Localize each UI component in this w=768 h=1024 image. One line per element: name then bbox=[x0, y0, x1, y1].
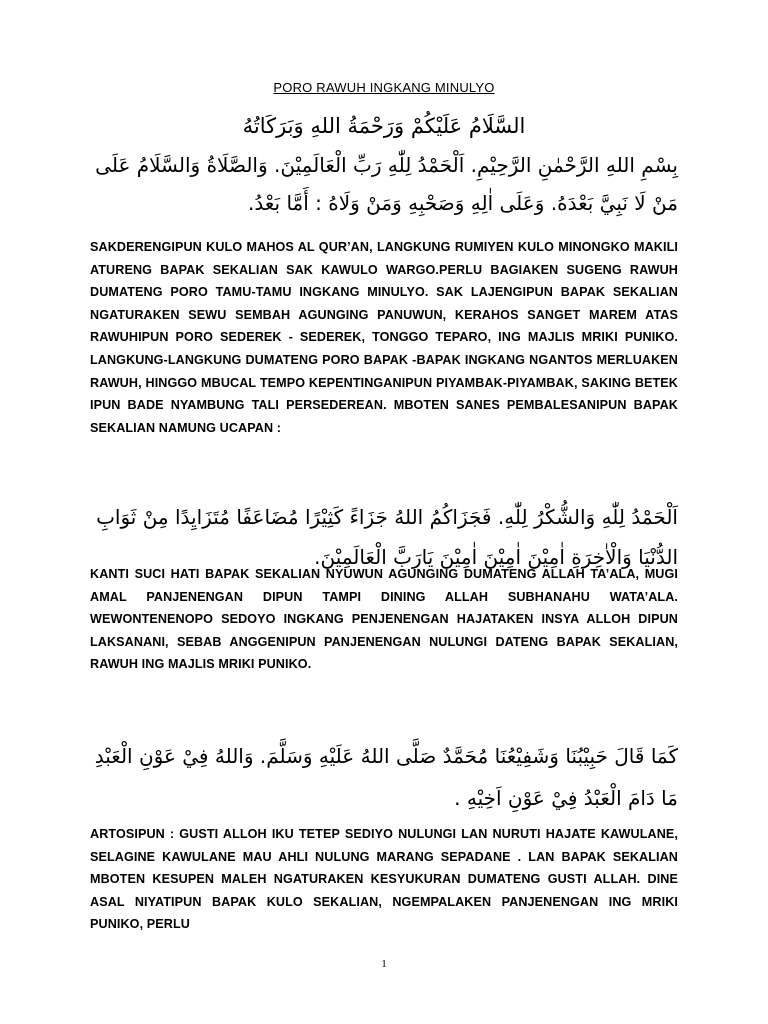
opening-arabic: بِسْمِ اللهِ الرَّحْمٰنِ الرَّحِيْمِ. اَلْحَمْدُ لِلّٰهِ رَبِّ الْعَالَمِيْنَ. وَالصَّلَاةُ وَالسَّلَامُ عَلَى مَنْ لَا نَبِيَّ بَعْدَهُ. وَعَلَى اٰلِهِ وَصَحْبِهِ وَمَنْ وَلَاهُ : أَمَّا بَعْدُ. bbox=[95, 153, 678, 215]
document-title: PORO RAWUH INGKANG MINULYO bbox=[273, 80, 495, 95]
page-number: 1 bbox=[381, 958, 387, 970]
paragraph-opening-welcome: SAKDERENGIPUN KULO MAHOS AL QUR’AN, LANGKUNG RUMIYEN KULO MINONGKO MAKILI ATURENG BAPAK SEKALIAN SAK KAWULO WARGO.PERLU BAGIAKEN SUGENG RAWUH DUMATENG PORO TAMU-TAMU INGKANG MINULYO. SAK LAJENGIPUN BAPAK SEKALIAN NGATURAKEN SEWU SEMBAH AGUNGING PANUWUN, KERAHOS SANGET MAREM ATAS RAWUHIPUN PORO SEDEREK - SEDEREK, TONGGO TEPARO, ING MAJLIS MRIKI PUNIKO. LANGKUNG-LANGKUNG DUMATENG PORO BAPAK -BAPAK INGKANG NGANTOS MERLUAKEN RAWUH, HINGGO MBUCAL TEMPO KEPENTINGANIPUN PIYAMBAK-PIYAMBAK, SAKING BETEK IPUN BADE NYAMBUNG TALI PERSEDEREAN. MBOTEN SANES PEMBALESANIPUN BAPAK SEKALIAN NAMUNG UCAPAN : bbox=[90, 240, 678, 435]
dua-arabic: اَلْحَمْدُ لِلّٰهِ وَالشُّكْرُ لِلّٰهِ. فَجَزَاكُمُ اللهُ جَزَاءً كَثِيْرًا مُضَاعَفًا مُتَزَايِدًا مِنْ ثَوَابِ الدُّنْيَا وَالْاٰخِرَةِ اٰمِيْنَ اٰمِيْنَ اٰمِيْنَ يَارَبَّ الْعَالَمِيْنَ. bbox=[96, 505, 678, 569]
paragraph-translation: ARTOSIPUN : GUSTI ALLOH IKU TETEP SEDIYO NULUNGI LAN NURUTI HAJATE KAWULANE, SELAGINE KAWULANE MAU AHLI NULUNG MARANG SEPADANE . LAN BAPAK SEKALIAN MBOTEN KESUPEN MALEH NGATURAKEN KESYUKURAN DUMATENG GUSTI ALLAH. DINE ASAL NIYATIPUN BAPAK KULO SEKALIAN, NGEMPALAKEN PANJENENGAN ING MRIKI PUNIKO, PERLU bbox=[90, 827, 678, 932]
paragraph-prayer: KANTI SUCI HATI BAPAK SEKALIAN NYUWUN AGUNGING DUMATENG ALLAH TA’ALA, MUGI AMAL PANJENENGAN DIPUN TAMPI DINING ALLAH SUBHANAHU WATA’ALA. WEWONTENENOPO SEDOYO INGKANG PENJENENGAN HAJATAKEN INSYA ALLOH DIPUN LAKSANANI, SEBAB ANGGENIPUN PANJENENGAN NULUNGI DATENG BAPAK SEKALIAN, RAWUH ING MAJLIS MRIKI PUNIKO. bbox=[90, 567, 678, 672]
salam-arabic: السَّلَامُ عَلَيْكُمْ وَرَحْمَةُ اللهِ وَبَرَكَاتُهُ bbox=[242, 114, 526, 138]
hadith-arabic: كَمَا قَالَ حَبِيْبُنَا وَشَفِيْعُنَا مُحَمَّدٌ صَلَّى اللهُ عَلَيْهِ وَسَلَّمَ. وَاللهُ فِيْ عَوْنِ الْعَبْدِ مَا دَامَ الْعَبْدُ فِيْ عَوْنِ اَخِيْهِ . bbox=[94, 744, 678, 810]
